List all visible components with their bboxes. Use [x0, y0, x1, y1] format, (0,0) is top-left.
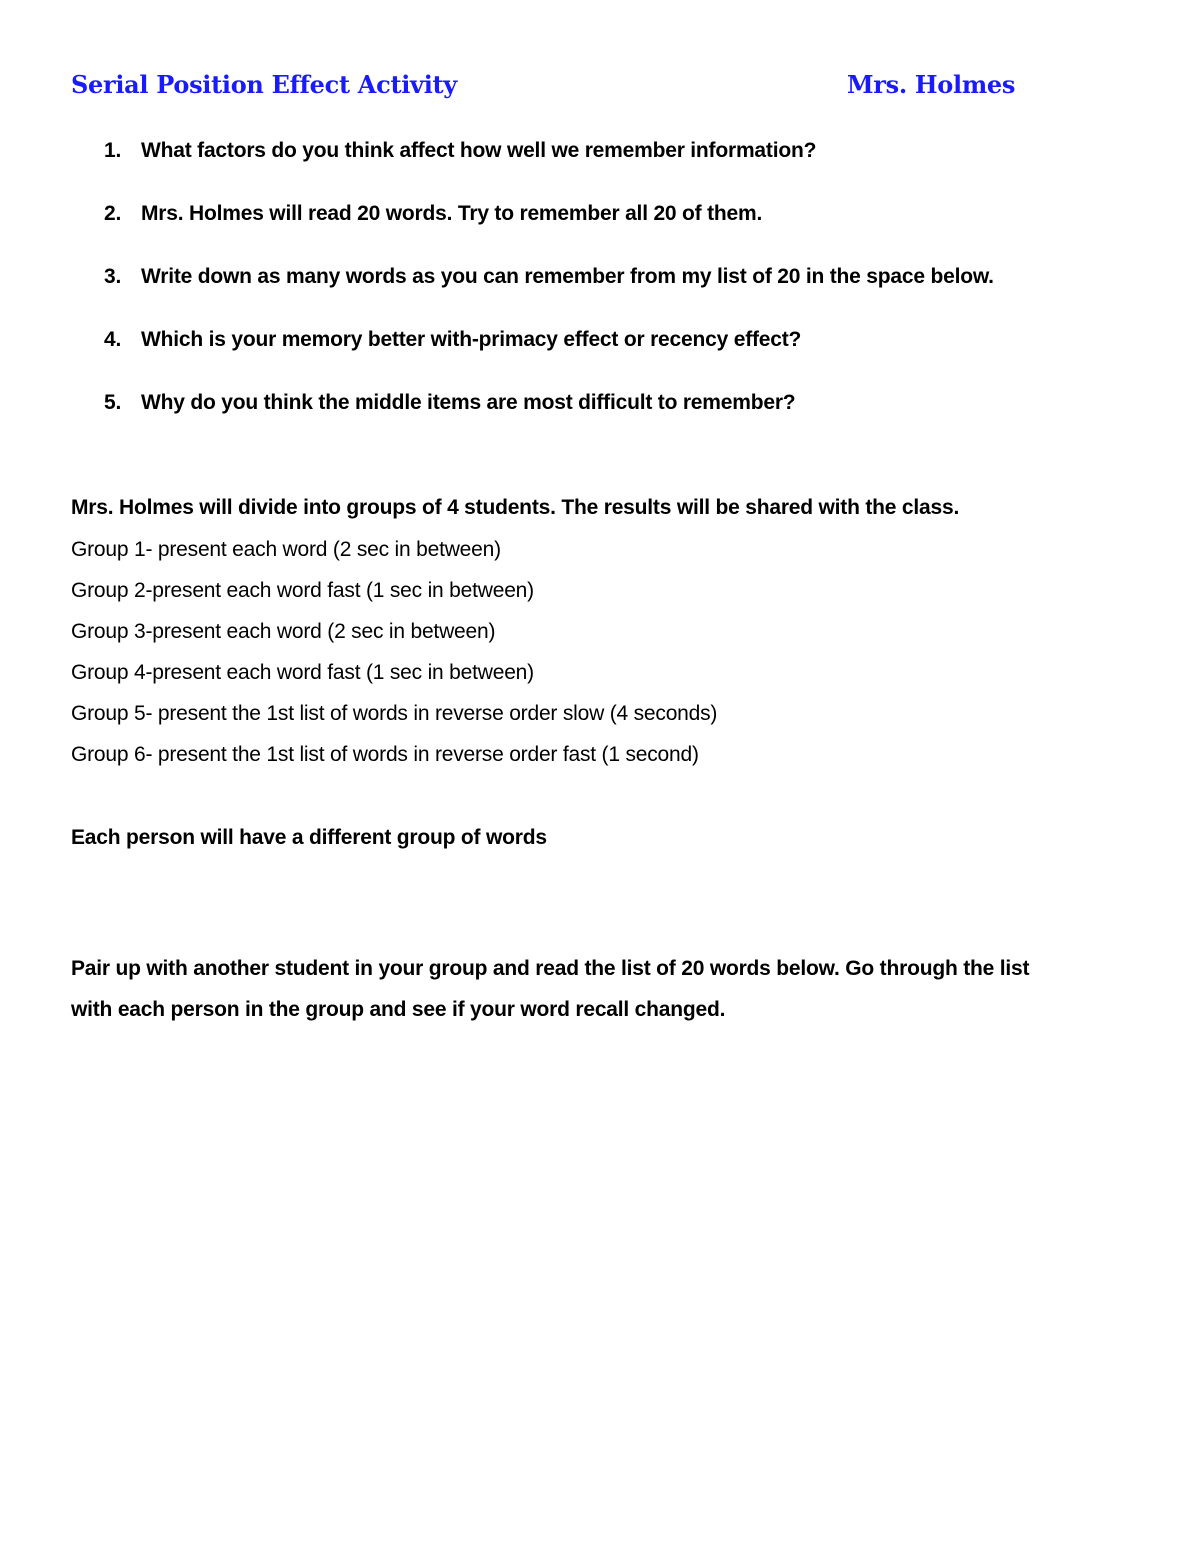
worksheet-header — [71, 70, 1081, 106]
question-text: Why do you think the middle items are most difficult to remember? — [141, 391, 796, 414]
question-text: Write down as many words as you can remember from my list of 20 in the space below. — [141, 265, 994, 288]
worksheet-title: Serial Position Effect Activity — [71, 70, 457, 99]
groups-section — [71, 494, 1151, 782]
question-list — [71, 137, 1131, 452]
question-item — [71, 137, 1131, 200]
question-number: 4. — [104, 328, 122, 351]
question-text: Mrs. Holmes will read 20 words. Try to remember all 20 of them. — [141, 202, 763, 225]
group-instruction: Group 6- present the 1st list of words in reverse order fast (1 second) — [71, 743, 699, 766]
question-number: 2. — [104, 202, 122, 225]
group-instruction: Group 1- present each word (2 sec in between) — [71, 538, 501, 561]
each-person-note: Each person will have a different group of words — [71, 826, 547, 849]
question-text: What factors do you think affect how well we remember information? — [141, 139, 817, 162]
question-text: Which is your memory better with-primacy effect or recency effect? — [141, 328, 802, 351]
question-number: 1. — [104, 139, 122, 162]
question-item — [71, 389, 1131, 452]
question-item — [71, 263, 1131, 326]
question-number: 3. — [104, 265, 122, 288]
pair-up-instructions — [71, 948, 1131, 1030]
question-item — [71, 200, 1131, 263]
question-item — [71, 326, 1131, 389]
groups-intro: Mrs. Holmes will divide into groups of 4 students. The results will be shared with the class. — [71, 496, 960, 519]
teacher-name: Mrs. Holmes — [847, 70, 1016, 99]
pair-up-line: Pair up with another student in your group and read the list of 20 words below. Go through the list — [71, 957, 1030, 980]
question-number: 5. — [104, 391, 122, 414]
group-instruction: Group 3-present each word (2 sec in between) — [71, 620, 496, 643]
group-instruction: Group 2-present each word fast (1 sec in between) — [71, 579, 534, 602]
pair-up-line: with each person in the group and see if your word recall changed. — [71, 998, 726, 1021]
group-instruction: Group 5- present the 1st list of words in reverse order slow (4 seconds) — [71, 702, 718, 725]
group-instruction: Group 4-present each word fast (1 sec in between) — [71, 661, 534, 684]
